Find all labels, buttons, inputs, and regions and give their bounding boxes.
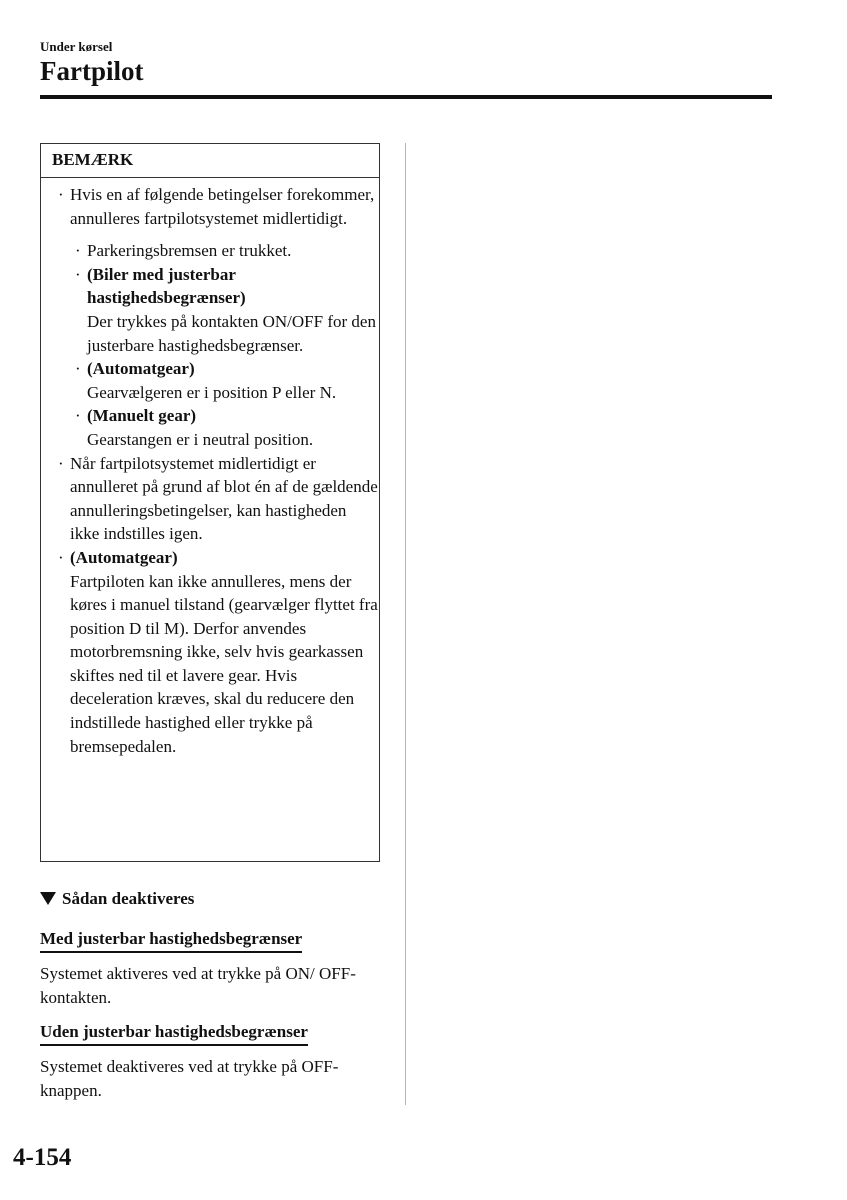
note-sub-item — [57, 404, 379, 451]
note-item-text: Hvis en af følgende betingelser forekommer, annulleres fartpilotsystemet midlertidigt. — [70, 185, 375, 228]
bullet-dot: · — [75, 359, 81, 379]
note-sub-item-text: Gearstangen er i neutral position. — [87, 429, 314, 449]
note-sub-item — [57, 263, 379, 357]
bullet-dot: · — [75, 406, 81, 426]
without-limiter-text: Systemet deaktiveres ved at trykke på OFF-knappen. — [40, 1057, 339, 1100]
bullet-dot: · — [58, 547, 64, 567]
note-item-text: Fartpiloten kan ikke annulleres, mens der køres i manuel tilstand (gearvælger flyttet fra position D til M). Derfor anvendes motorbremsning ikke, selv hvis gearkassen skiftes ned til et lavere gear. Hvis deceleration kræves, skal du reducere den indstillede hastighed eller trykke på bremsepedalen. — [70, 571, 378, 756]
without-limiter-heading: Uden justerbar hastighedsbegrænser — [40, 1021, 308, 1046]
note-item — [57, 546, 379, 758]
note-sub-item-text: Gearvælgeren er i position P eller N. — [87, 382, 337, 402]
bullet-dot: · — [58, 185, 64, 204]
section-label: Under kørsel — [40, 39, 113, 54]
note-sub-item-text: Der trykkes på kontakten ON/OFF for den justerbare hastighedsbegrænser. — [87, 311, 376, 355]
bullet-dot: · — [75, 264, 81, 284]
bullet-dot: · — [58, 453, 64, 473]
note-sub-item-label: (Manuelt gear) — [87, 406, 197, 426]
note-sub-item-text: Parkeringsbremsen er trukket. — [87, 241, 292, 261]
note-sub-item-label: (Automatgear) — [87, 359, 195, 379]
note-item-label: (Automatgear) — [70, 547, 178, 567]
note-body — [41, 178, 379, 758]
header-rule — [40, 95, 772, 99]
note-sub-item-label: (Biler med justerbar hastighedsbegrænser) — [87, 264, 246, 308]
deactivate-heading — [40, 889, 194, 909]
note-item — [57, 183, 379, 230]
with-limiter-text: Systemet aktiveres ved at trykke på ON/ OFF-kontakten. — [40, 964, 356, 1007]
with-limiter-heading: Med justerbar hastighedsbegrænser — [40, 928, 302, 953]
deactivate-heading-text: Sådan deaktiveres — [62, 889, 195, 908]
note-heading: BEMÆRK — [41, 144, 379, 178]
triangle-down-icon — [40, 892, 56, 905]
note-sub-list — [57, 239, 379, 451]
page-number: 4-154 — [13, 1144, 72, 1171]
note-sub-item — [57, 239, 379, 263]
bullet-dot: · — [75, 241, 81, 261]
note-sub-item — [57, 357, 379, 404]
column-divider — [405, 143, 406, 1105]
note-item — [57, 452, 379, 546]
note-box — [40, 143, 380, 862]
page-title: Fartpilot — [40, 56, 144, 86]
note-item-text: Når fartpilotsystemet midlertidigt er annulleret på grund af blot én af de gældende annulleringsbetingelser, kan hastigheden ikke indstilles igen. — [70, 453, 378, 544]
